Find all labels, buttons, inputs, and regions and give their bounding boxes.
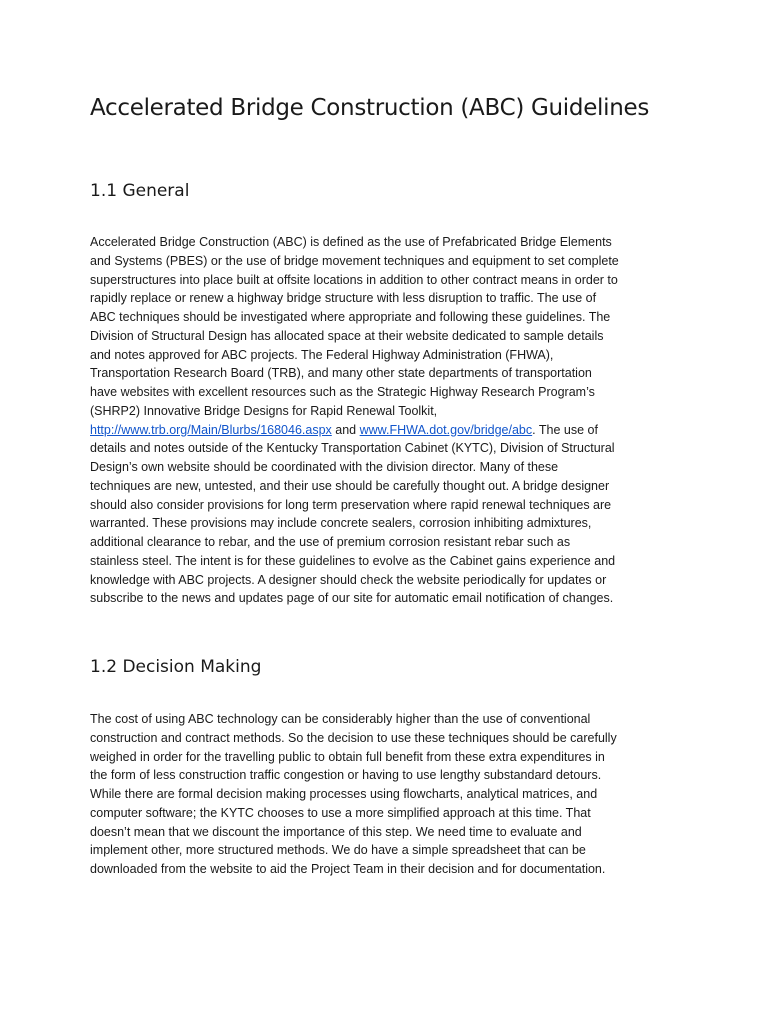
paragraph-line: Accelerated Bridge Construction (ABC) is defined as the use of Prefabricated Bridge Elements [90,235,612,249]
paragraph-line: computer software; the KYTC chooses to use a more simplified approach at this time. That [90,805,591,820]
paragraph-line: Division of Structural Design has allocated space at their website dedicated to sample details [90,328,604,343]
paragraph-line: should also consider provisions for long term preservation where rapid renewal techniques are [90,497,612,512]
paragraph-line: stainless steel. The intent is for these guidelines to evolve as the Cabinet gains experience and [90,553,616,568]
link-tail-text: . The use of [532,422,598,437]
fhwa-abc-link[interactable]: www.FHWA.dot.gov/bridge/abc [359,422,533,437]
paragraph-line: and notes approved for ABC projects. The Federal Highway Administration (FHWA), [90,347,554,362]
paragraph-line: While there are formal decision making processes using flowcharts, analytical matrices, and [90,787,598,801]
section-paragraph-general [90,233,680,608]
paragraph-line: additional clearance to rebar, and the use of premium corrosion resistant rebar such as [90,535,571,549]
section-paragraph-decision-making [90,710,680,879]
paragraph-line: details and notes outside of the Kentucky Transportation Cabinet (KYTC), Division of Structural [90,441,615,456]
link-joiner-text: and [331,422,360,437]
paragraph-line: Design’s own website should be coordinated with the division director. Many of these [90,460,559,474]
paragraph-line: the form of less construction traffic congestion or having to use lengthy substandard detours. [90,768,602,783]
document-title: Accelerated Bridge Construction (ABC) Guidelines [90,95,650,121]
paragraph-line: ABC techniques should be investigated where appropriate and following these guidelines. The [90,310,611,324]
paragraph-line: Transportation Research Board (TRB), and many other state departments of transportation [90,366,592,381]
paragraph-line: subscribe to the news and updates page of our site for automatic email notification of changes. [90,591,614,606]
paragraph-line: knowledge with ABC projects. A designer should check the website periodically for updates or [90,572,607,587]
paragraph-line: and Systems (PBES) or the use of bridge movement techniques and equipment to set complete [90,253,619,268]
paragraph-line: rapidly replace or renew a highway bridge structure with less disruption to traffic. The use of [90,291,597,306]
paragraph-line: techniques are new, untested, and their use should be carefully thought out. A bridge designer [90,478,610,493]
paragraph-line: superstructures into place built at offsite locations in addition to other contract means in order to [90,272,618,287]
paragraph-line: implement other, more structured methods. We do have a simple spreadsheet that can be [90,843,586,858]
document-body [90,88,680,879]
paragraph-line-with-links [90,421,680,440]
trb-toolkit-link[interactable]: http://www.trb.org/Main/Blurbs/168046.aspx [90,422,332,437]
paragraph-line: downloaded from the website to aid the Project Team in their decision and for documentation. [90,862,606,876]
section-heading-decision-making: 1.2 Decision Making [90,657,262,677]
paragraph-line: (SHRP2) Innovative Bridge Designs for Rapid Renewal Toolkit, [90,403,438,418]
paragraph-line: have websites with excellent resources such as the Strategic Highway Research Program’s [90,385,595,399]
paragraph-line: construction and contract methods. So the decision to use these techniques should be carefully [90,730,617,745]
paragraph-line: weighed in order for the travelling public to obtain full benefit from these extra expenditures in [90,749,605,764]
paragraph-line: The cost of using ABC technology can be considerably higher than the use of conventional [90,712,591,726]
section-heading-general: 1.1 General [90,181,190,201]
paragraph-line: warranted. These provisions may include concrete sealers, corrosion inhibiting admixtures, [90,516,592,531]
paragraph-line: doesn’t mean that we discount the importance of this step. We need time to evaluate and [90,824,582,839]
